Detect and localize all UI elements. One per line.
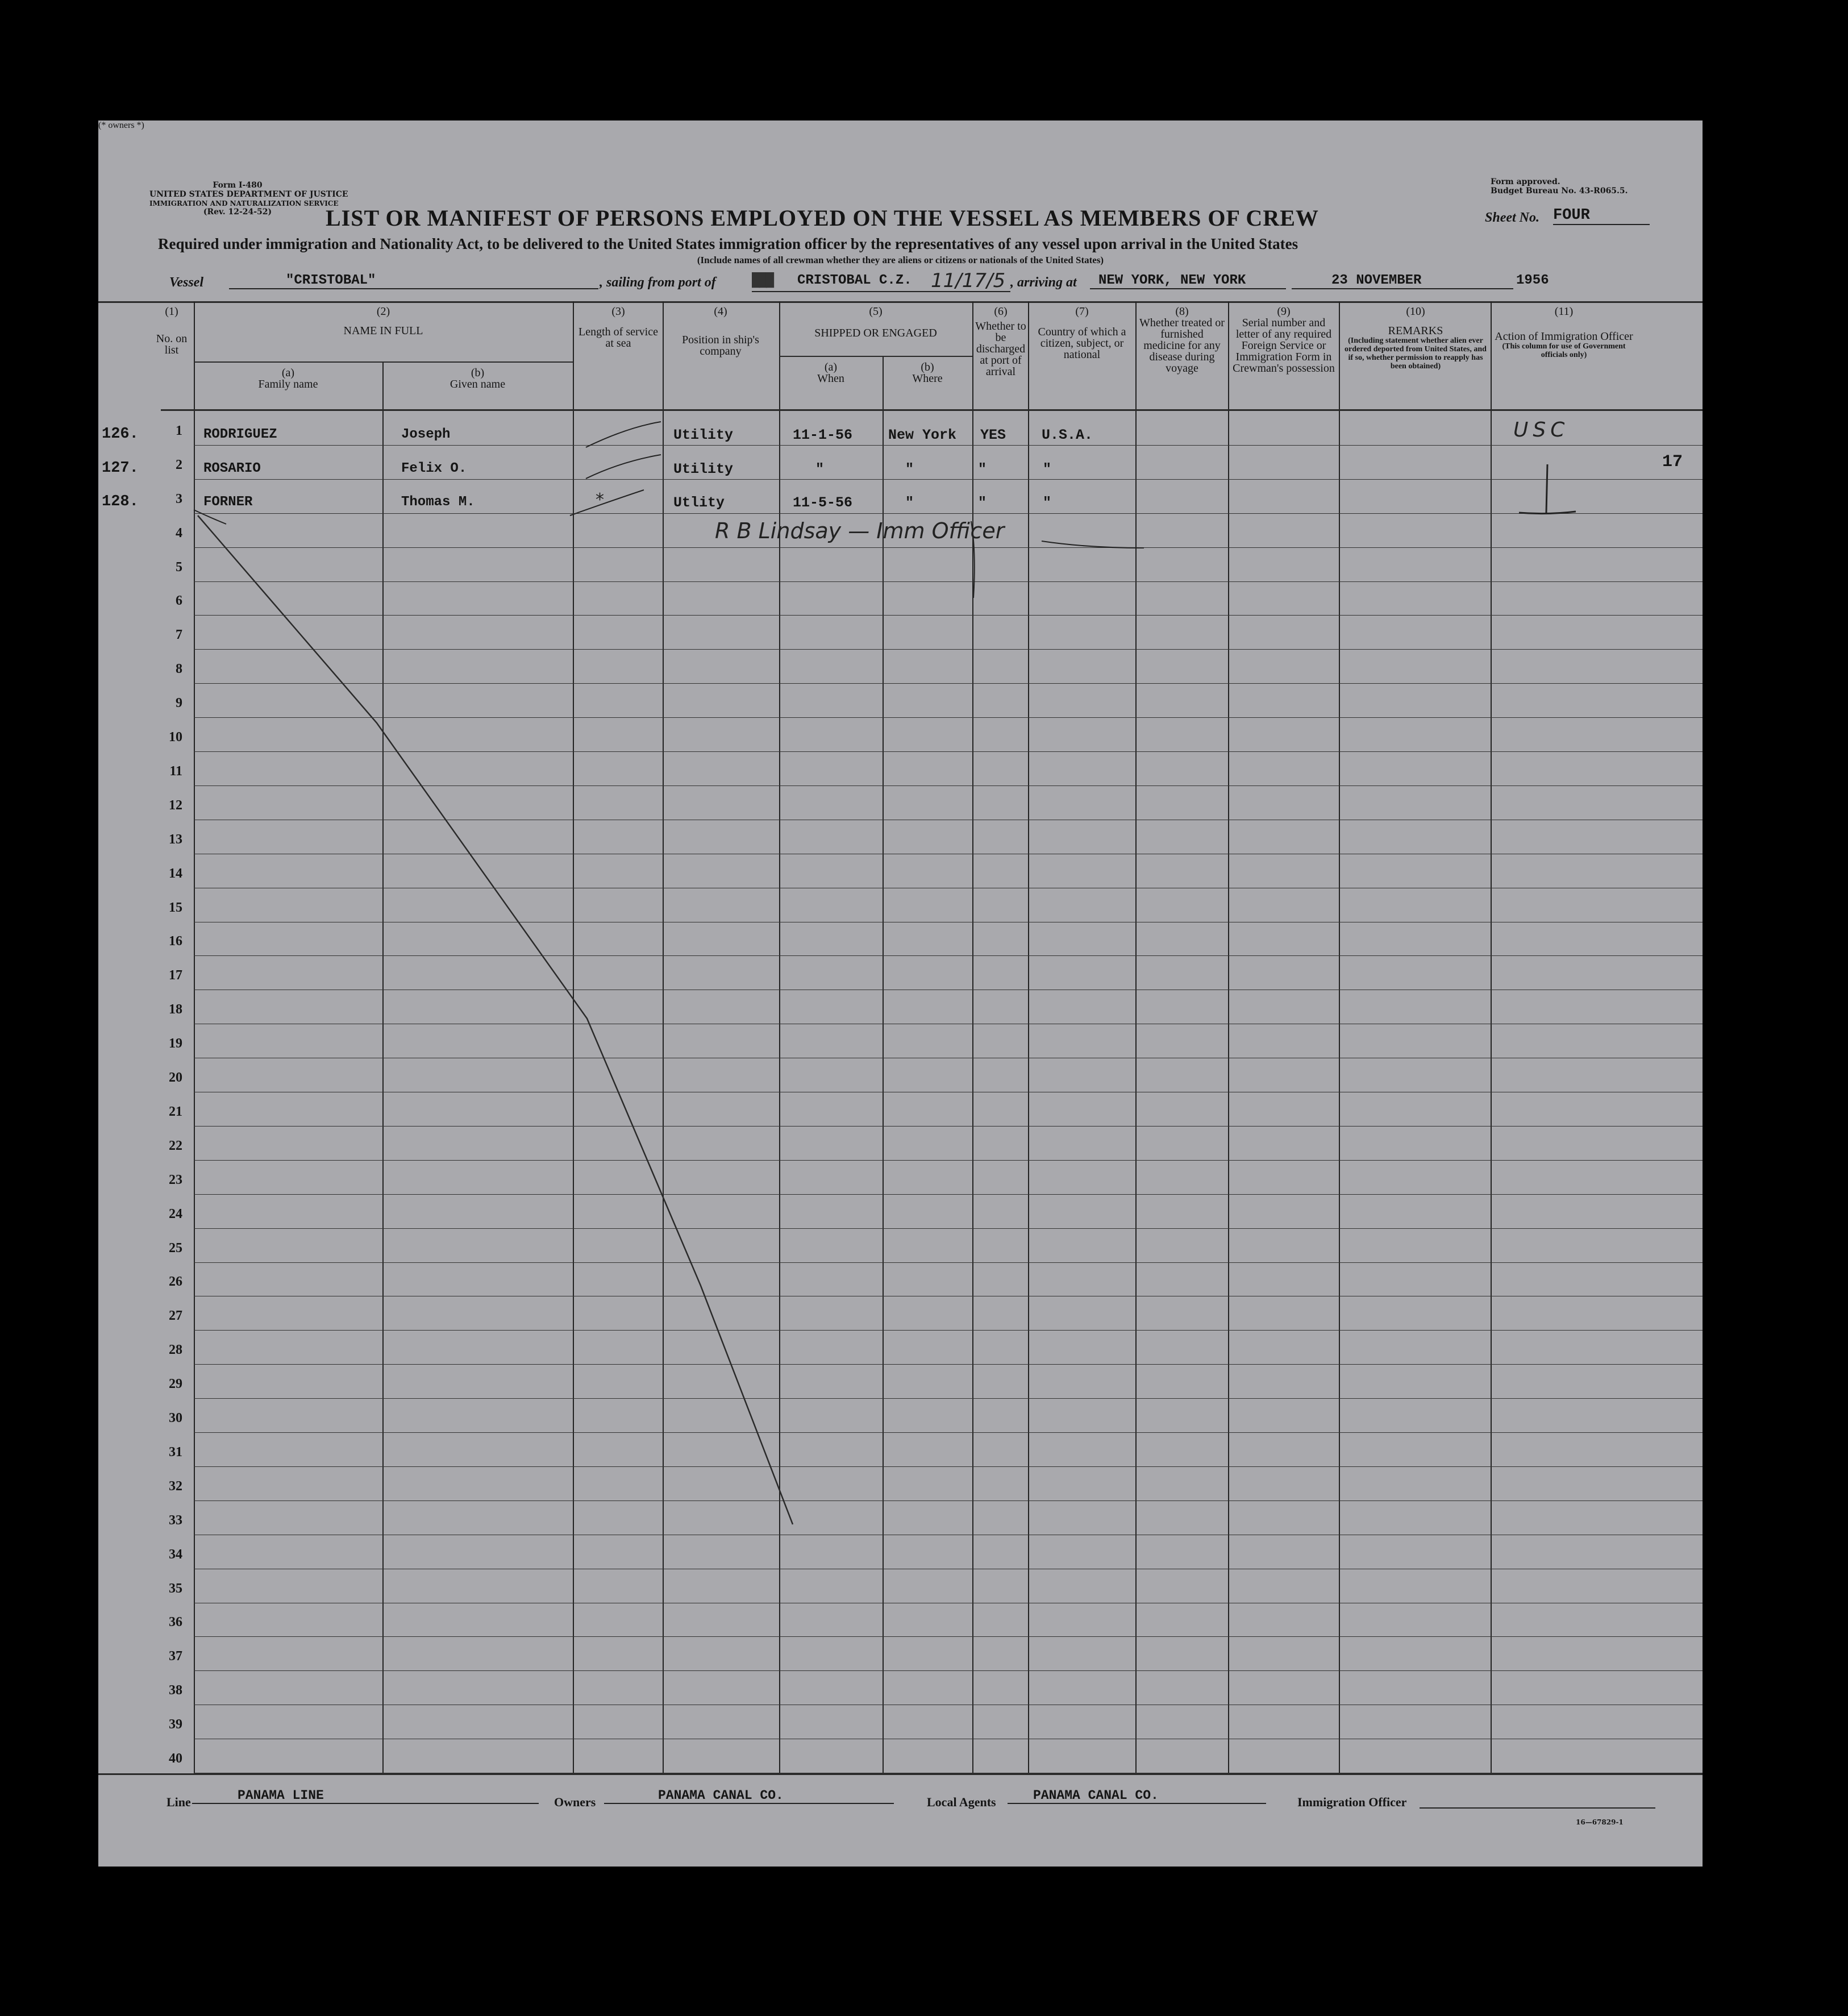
shipped-when: " [815, 461, 825, 477]
row-number: 15 [169, 900, 182, 915]
row-number: 32 [169, 1479, 182, 1494]
local-agents-label: Local Agents [927, 1795, 996, 1809]
col-6-label: Whether to be discharged at port of arrival [975, 320, 1026, 378]
row-number: 36 [169, 1615, 182, 1630]
col-2a-label: Family name [258, 378, 318, 390]
col-2b-label: Given name [449, 378, 506, 390]
col-9-number: (9) [1277, 305, 1291, 318]
budget-bureau-no: Budget Bureau No. 43-R065.5. [1491, 186, 1628, 196]
col-11-label: Action of Immigration Officer [1495, 330, 1633, 343]
row-number: 4 [176, 526, 182, 541]
position: Utility [673, 461, 734, 477]
col-8-number: (8) [1175, 305, 1189, 318]
arriving-label: , arriving at [1010, 275, 1077, 290]
tally-underline [1519, 512, 1576, 514]
row-number: 23 [169, 1173, 182, 1187]
col-3-number: (3) [611, 305, 625, 318]
discharged: " [978, 494, 987, 511]
arrival-year: 1956 [1516, 273, 1549, 288]
col-1-number: (1) [165, 305, 178, 318]
col-11-number: (11) [1554, 305, 1574, 318]
row-number: 29 [169, 1377, 182, 1391]
col-2a-number: (a) [281, 367, 295, 379]
margin-number: 126. [102, 426, 139, 443]
line-value: PANAMA LINE [192, 1788, 539, 1804]
row-number: 33 [169, 1513, 182, 1528]
pen-dash-mark [570, 490, 644, 516]
crew-count: 17 [1662, 452, 1683, 472]
col-5b-label: Where [912, 372, 943, 385]
col-5b-number: (b) [921, 361, 934, 373]
row-number: 8 [176, 662, 182, 676]
officer-code: USC [1513, 418, 1570, 442]
row-number: 18 [169, 1002, 182, 1017]
form-title: LIST OR MANIFEST OF PERSONS EMPLOYED ON THE VESSEL AS MEMBERS OF CREW [326, 205, 1319, 231]
row-number: 26 [169, 1274, 182, 1289]
position: Utlity [673, 494, 725, 511]
row-number: 1 [176, 423, 182, 438]
pen-dash-mark [586, 422, 661, 447]
given-name: Felix O. [401, 461, 467, 476]
row-number: 21 [169, 1104, 182, 1119]
col-5-label: SHIPPED OR ENGAGED [814, 327, 937, 339]
arrival-day-month: 23 NOVEMBER [1292, 273, 1513, 289]
row-number: 34 [169, 1547, 182, 1562]
col-10-label: REMARKS [1388, 325, 1443, 337]
agency-line-1: UNITED STATES DEPARTMENT OF JUSTICE [149, 190, 348, 199]
margin-number: 128. [102, 493, 139, 510]
row-number: 7 [176, 627, 182, 642]
owners-value: PANAMA CANAL CO. [604, 1788, 894, 1804]
col-10-number: (10) [1406, 305, 1425, 318]
local-agents-value: PANAMA CANAL CO. [1008, 1788, 1266, 1804]
shipped-where: " [905, 461, 914, 477]
form-approved: Form approved. [1491, 177, 1560, 186]
row-number: 5 [176, 560, 182, 575]
row-number: 3 [176, 492, 182, 506]
row-number: 13 [169, 832, 182, 847]
col-7-label: Country of which a citizen, subject, or national [1038, 326, 1126, 361]
row-number: 11 [169, 764, 182, 779]
row-number: 22 [169, 1138, 182, 1153]
shipped-when: 11-5-56 [793, 494, 853, 511]
col-2b-number: (b) [471, 367, 485, 379]
vessel-name: "CRISTOBAL" [229, 273, 598, 289]
sheet-label: Sheet No. [1485, 210, 1539, 225]
shipped-where: New York [888, 427, 957, 443]
col-5a-label: When [817, 372, 844, 385]
row-number: 37 [169, 1649, 182, 1664]
col-11-note: (This column for use of Government officials only) [1502, 342, 1626, 359]
col-4-label: Position in ship's company [682, 334, 759, 358]
given-name: Joseph [401, 427, 451, 442]
pen-marks [98, 120, 1703, 1867]
shipped-where: " [905, 494, 914, 511]
row-number: 38 [169, 1683, 182, 1698]
row-number: 28 [169, 1342, 182, 1357]
row-number: 16 [169, 934, 182, 949]
form-number: Form I-480 [213, 181, 263, 190]
star-mark: * [596, 490, 604, 510]
position: Utility [673, 427, 734, 443]
row-number: 20 [169, 1070, 182, 1085]
tally-stroke [1546, 464, 1547, 513]
officer-signature: R B Lindsay — Imm Officer [715, 518, 1005, 543]
discharged: YES [980, 427, 1006, 443]
row-number: 9 [176, 696, 182, 710]
family-name: ROSARIO [203, 461, 261, 476]
col-5a-number: (a) [824, 361, 838, 373]
signature-underline [1042, 541, 1144, 548]
col-3-label: Length of service at sea [578, 326, 658, 350]
immigration-officer-label: Immigration Officer [1297, 1795, 1407, 1809]
sheet-number: FOUR [1553, 207, 1650, 225]
row-number: 10 [169, 730, 182, 745]
col-9-label: Serial number and letter of any required Foreign Service or Immigration Form in Crewman's possession [1233, 317, 1335, 375]
row-number: 6 [176, 593, 182, 608]
immigration-officer-field [1420, 1788, 1655, 1809]
shipped-when: 11-1-56 [793, 427, 853, 443]
col-6-number: (6) [994, 305, 1008, 318]
sailing-label: , sailing from port of [600, 275, 716, 290]
manifest-sheet: Form I-480 UNITED STATES DEPARTMENT OF JUSTICE IMMIGRATION AND NATURALIZATION SERVICE (Rev. 12-24-52) Form approved. Budget Bureau No. 43-R065.5. LIST OR MANIFEST OF PERSONS EMPLOYED ON THE VESSEL AS MEMBERS OF CREW Sheet No. FOUR Required under immigration and Nationality Act, to be delivered to the United States immigration officer by the representatives of any vessel upon arrival in the United States (Include names of all crewman whether they are aliens or citizens or nationals of the United States) Vessel "CRISTOBAL" , sailing from port of ███ CRISTOBAL C.Z. 11/17/5 , arriving at NEW YORK, NEW YORK 23 NOVEMBER 1956 (1) No. on list (2) NAME IN FULL (a) Family name (b) Given name (3) Length of service at sea (4) Position in ship's company (5) SHIPPED OR ENGAGED (a) When (b) Where (6) Whether to be discharged at port of arrival (7) Country of which a citizen, subject, or national (8) Whether treated or furnished medicine for any disease during voyage (9) Serial number and letter of any required Foreign Service or Immigration Form in Crewman's possession (10) REMARKS (Including statement whether alien ever ordered deported from United States, and if so, whether permission to reapply has been obtained) (11) Action of Immigration Officer (This column for use of Government officials only) 1 2 3 4 5 6 7 8 9 10 11 12 13 14 15 16 17 18 19 20 21 22 23 24 25 26 27 28 29 30 31 32 33 34 35 36 37 38 39 40 126. RODRIGUEZ Joseph Utility 11-1-56 New York YES U.S.A. 127. ROSARIO Felix O. Utility " " " " 128. FORNER Thomas M. Utlity 11-5-56 " " " R B Lindsay — Imm Officer USC 17 * Line PANAMA LINE Owners (* owners *) PANAMA CANAL CO. Local Agents PANAMA CANAL CO. Immigration Officer 16—67829-1 [98, 120, 1703, 1867]
row-number: 30 [169, 1411, 182, 1425]
col-4-number: (4) [714, 305, 727, 318]
country: U.S.A. [1042, 427, 1093, 443]
family-name: RODRIGUEZ [203, 427, 277, 442]
agency-line-2: IMMIGRATION AND NATURALIZATION SERVICE [149, 199, 339, 207]
pen-dash-mark [586, 455, 661, 479]
row-number: 40 [169, 1751, 182, 1766]
row-number: 25 [169, 1241, 182, 1256]
discharged: " [978, 461, 987, 477]
col-8-label: Whether treated or furnished medicine for any disease during voyage [1139, 317, 1225, 375]
row-number: 39 [169, 1717, 182, 1732]
col-7-number: (7) [1075, 305, 1089, 318]
col-10-note: (Including statement whether alien ever ordered deported from United States, and if so, whether permission to reapply has been obtained) [1345, 336, 1487, 371]
family-name: FORNER [203, 494, 253, 510]
col-5-number: (5) [869, 305, 883, 318]
vessel-label: Vessel [169, 275, 203, 290]
form-note: (Include names of all crewman whether they are aliens or citizens or nationals of the United States) [697, 255, 1104, 265]
col-1-label: No. on list [156, 332, 188, 356]
row-number: 31 [169, 1445, 182, 1460]
from-date-handwritten: 11/17/5 [931, 269, 1006, 292]
arrival-port: NEW YORK, NEW YORK [1090, 273, 1286, 289]
row-number: 27 [169, 1308, 182, 1323]
row-number: 19 [169, 1036, 182, 1051]
print-code: 16—67829-1 [1576, 1818, 1624, 1826]
form-subtitle: Required under immigration and Nationality Act, to be delivered to the United States immigration officer by the representatives of any vessel upon arrival in the United States [158, 235, 1298, 252]
row-number: 2 [176, 458, 182, 472]
country: " [1043, 494, 1052, 511]
given-name: Thomas M. [401, 494, 475, 510]
col-2-number: (2) [376, 305, 390, 318]
form-revision: (Rev. 12-24-52) [203, 207, 272, 217]
row-number: 14 [169, 866, 182, 881]
from-port: CRISTOBAL C.Z. [797, 273, 912, 288]
row-number: 35 [169, 1581, 182, 1596]
struck-text: ███ [752, 273, 773, 288]
owners-label: Owners [554, 1795, 596, 1809]
row-number: 17 [169, 968, 182, 983]
diagonal-strike-line [198, 516, 793, 1524]
country: " [1043, 461, 1052, 477]
margin-number: 127. [102, 460, 139, 477]
row-number: 24 [169, 1207, 182, 1221]
line-label: Line [167, 1795, 191, 1809]
row-number: 12 [169, 798, 182, 813]
col-2-label: NAME IN FULL [343, 325, 423, 337]
